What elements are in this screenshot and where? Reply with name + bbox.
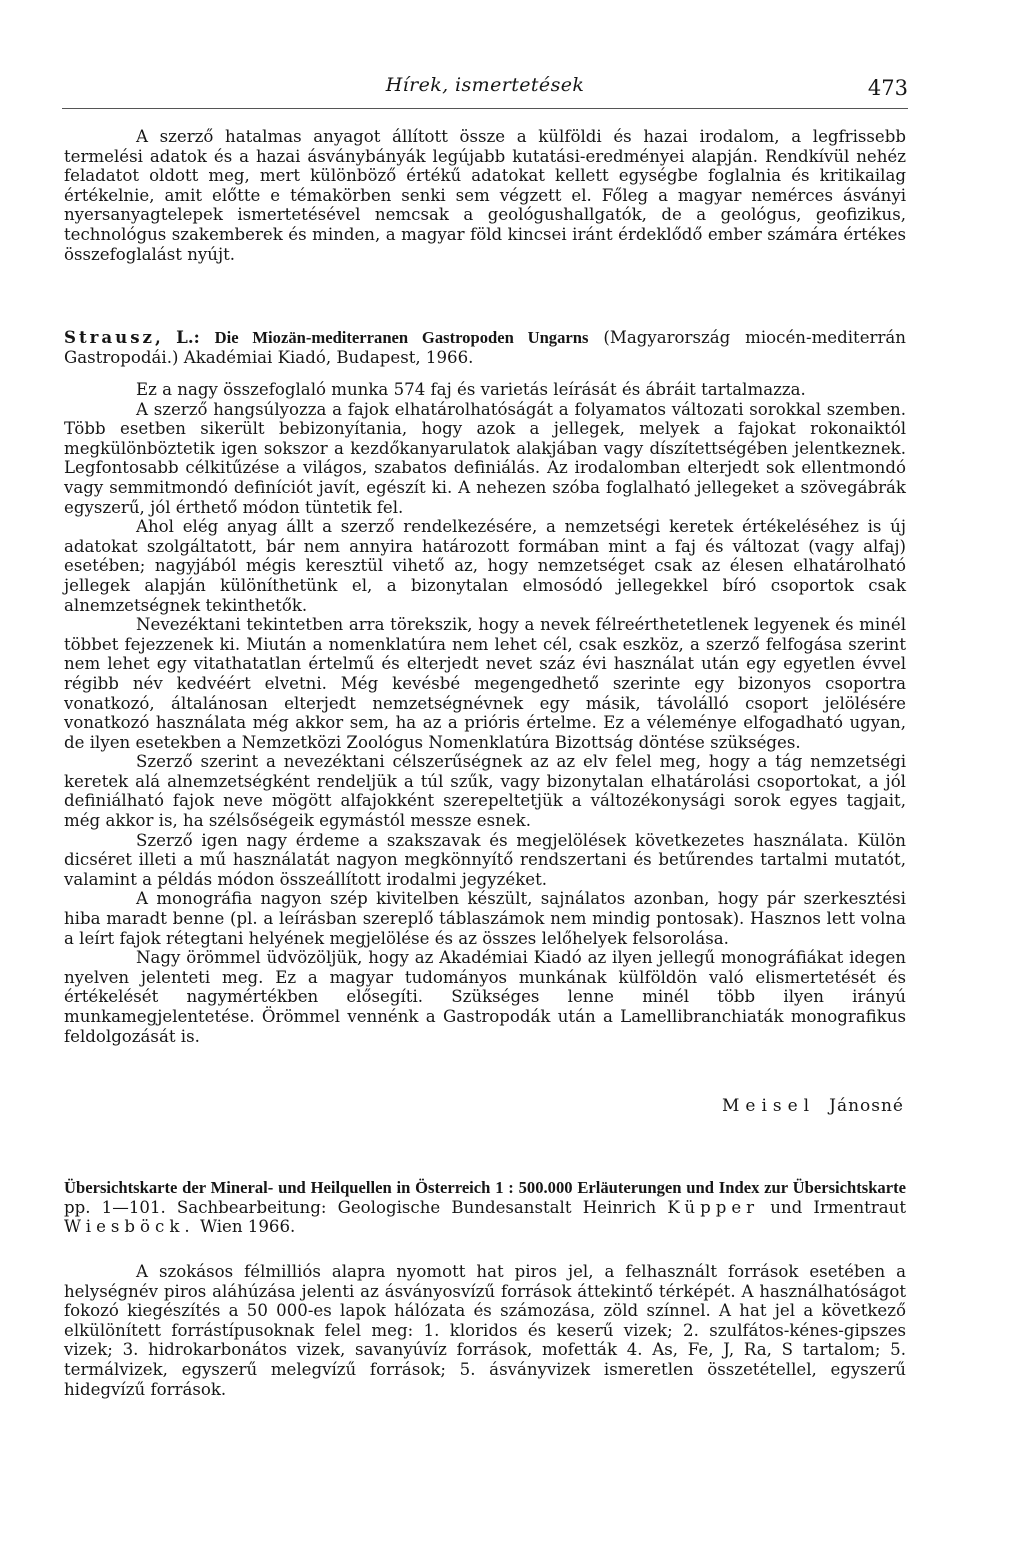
review-1-reference (64, 328, 906, 367)
review-1-paragraph: Ahol elég anyag állt a szerző rendelkezésére, a nemzetségi keretek értékeléséhez is új adatokat szolgáltatott, bár nem annyira határozott formában mint a faj és változat (vagy alfaj) esetében; nagyjából mégis keresztül vihető az, hogy nemzetséget csak az élesen elhatárolható jellegek alapján különíthetünk el, a bizonytalan elmosódó jellegekkel bíró csoportok csak alnemzetségnek tekinthetők. (64, 517, 906, 615)
review-1-paragraph: Szerző igen nagy érdeme a szakszavak és megjelölések következetes használata. Külön dicséret illeti a mű használatát nagyon megkönnyítő rendszertani és betűrendes tartalmi mutatót, valamint a példás módon összeállított irodalmi jegyzéket. (64, 830, 906, 889)
review-1-signature (722, 1096, 904, 1116)
running-title: Hírek, ismertetések (385, 74, 585, 96)
signature-given-name: Jánosné (829, 1096, 904, 1116)
signature-surname: Meisel (721, 1096, 816, 1116)
page-number: 473 (867, 76, 908, 100)
review-1-paragraph: A monográfia nagyon szép kivitelben készült, sajnálatos azonban, hogy pár szerkesztési hiba maradt benne (pl. a leírásban szereplő táblaszámok nem mindig pontosak). Hasznos lett volna a leírt fajok rétegtani helyének megjelölése és az összes lelőhelyek felsorolása. (64, 889, 906, 948)
review-1-paragraph: Szerző szerint a nevezéktani célszerűségnek az az elv felel meg, hogy a tág nemzetségi keretek alá alnemzetségként rendeljük a túl szűk, vagy bizonytalan elhatárolási csoportokat, a jól definiálható fajok neve mögött alfajokként szerepeltetjük a változékonysági sorok egyes tagjait, még akkor is, ha szélsőségeik egymástól messze esnek. (64, 752, 906, 831)
review-1-publication: (Magyarország miocén-mediterrán Gastropodái.) Akadémiai Kiadó, Budapest, 1966. (64, 328, 906, 367)
review-1-paragraph: Ez a nagy összefoglaló munka 574 faj és varietás leírását és ábráit tartalmazza. (136, 380, 806, 399)
review-1-author-initial: , L.: (154, 327, 200, 347)
intro-block (64, 127, 906, 264)
review-2-author-2: Wiesböck. (64, 1217, 195, 1237)
review-1-paragraph: Nagy örömmel üdvözöljük, hogy az Akadémiai Kiadó az ilyen jellegű monográfiákat idegen nyelven jelenteti meg. Ez a magyar tudományos munkának külföldön való elismertetését és értékelését nagymértékben elősegíti. Szükséges lenne minél több ilyen irányú munkamegjelentetése. Örömmel vennénk a Gastropodák után a Lamellibranchiaták monografikus feldolgozását is. (64, 948, 906, 1046)
review-1-body (64, 380, 906, 1046)
review-2-author-1: Küpper (667, 1197, 760, 1217)
review-1-title: Die Miozän-mediterranen Gastropoden Ungarns (214, 328, 589, 347)
review-2-connector: und Irmentraut (770, 1197, 906, 1217)
review-1-author: Strausz (64, 327, 155, 347)
review-2-title: Übersichtskarte der Mineral- und Heilquellen in Österreich 1 : 500.000 Erläuterungen und Index zur Übersichtskarte (64, 1178, 906, 1197)
review-2-reference (64, 1178, 906, 1237)
review-1-paragraph: Nevezéktani tekintetben arra törekszik, hogy a nevek félreérthetetlenek legyenek és minél többet fejezzenek ki. Miután a nomenklatúra nem lehet cél, csak eszköz, a szerző felfogása szerint nem lehet egy vitathatatlan értelmű és elterjedt nevet száz évi használat után egy egyetlen évvel régibb név kedvéért elvetni. Még kevésbé megengedhető szerinte egy bizonyos csoportra vonatkozó, általánosan elterjedt nemzetségnévnek egy másik, távolálló csoport jelölésére vonatkozó használata még akkor sem, ha az a prióris értelme. Ez a véleménye elfogadható ugyan, de ilyen esetekben a Nemzetközi Zoológus Nomenklatúra Bizottság döntése szükséges. (64, 615, 906, 752)
review-2-paragraph: A szokásos félmilliós alapra nyomott hat piros jel, a felhasznált források esetében a helységnév piros aláhúzása jelenti az ásványosvízű források áttekintő térképét. A használhatóságot fokozó kiegészítés a 50 000-es lapok hálózata és számozása, zöld színnel. A hat jel a következő elkülönített forrástípusoknak felel meg: 1. kloridos és keserű vizek; 2. szulfátos-kénes-gipszes vizek; 3. hidrokarbonátos vizek, savanyúvíz források, mofetták 4. As, Fe, J, Ra, S tartalom; 5. termálvizek, egyszerű melegvízű források; 5. ásványvizek ismeretlen összetétellel, egyszerű hidegvízű források. (64, 1262, 906, 1399)
review-1-paragraph: A szerző hangsúlyozza a fajok elhatárolhatóságát a folyamatos változati sorokkal szemben. Több esetben sikerült bebizonyítania, hogy azok a jellegek, melyek a fajokat rokonaiktól megkülönböztetik igen sokszor a kezdőkanyarulatok alakjában vagy díszítettségében jelentkeznek. Legfontosabb célkitűzése a világos, szabatos definiálás. Az irodalomban elterjedt sok ellentmondó vagy semmitmondó definíciót javít, egészít ki. A nehezen szóba foglalható jellegeket a szövegábrák egyszerű, jól érthető módon tüntetik fel. (64, 399, 906, 517)
review-2-pages: pp. 1—101. Sachbearbeitung: Geologische Bundesanstalt Heinrich (64, 1197, 657, 1217)
review-2-place-year: Wien 1966. (199, 1217, 296, 1237)
running-header (62, 74, 908, 109)
review-2-body (64, 1262, 906, 1399)
intro-paragraph: A szerző hatalmas anyagot állított össze a külföldi és hazai irodalom, a legfrissebb termelési adatok és a hazai ásványbányák legújabb kutatási-eredményei alapján. Rendkívül nehéz feladatot oldott meg, mert különböző értékű adatokat kellett egységbe foglalnia és kritikailag értékelnie, amit előtte e témakörben senki sem végzett el. Főleg a magyar nemérces ásványi nyersanyagtelepek ismertetésével nemcsak a geológushallgatók, de a geológus, geofizikus, technológus szakemberek és minden, a magyar föld kincsei iránt érdeklődő ember számára értékes összefoglalást nyújt. (64, 127, 906, 264)
